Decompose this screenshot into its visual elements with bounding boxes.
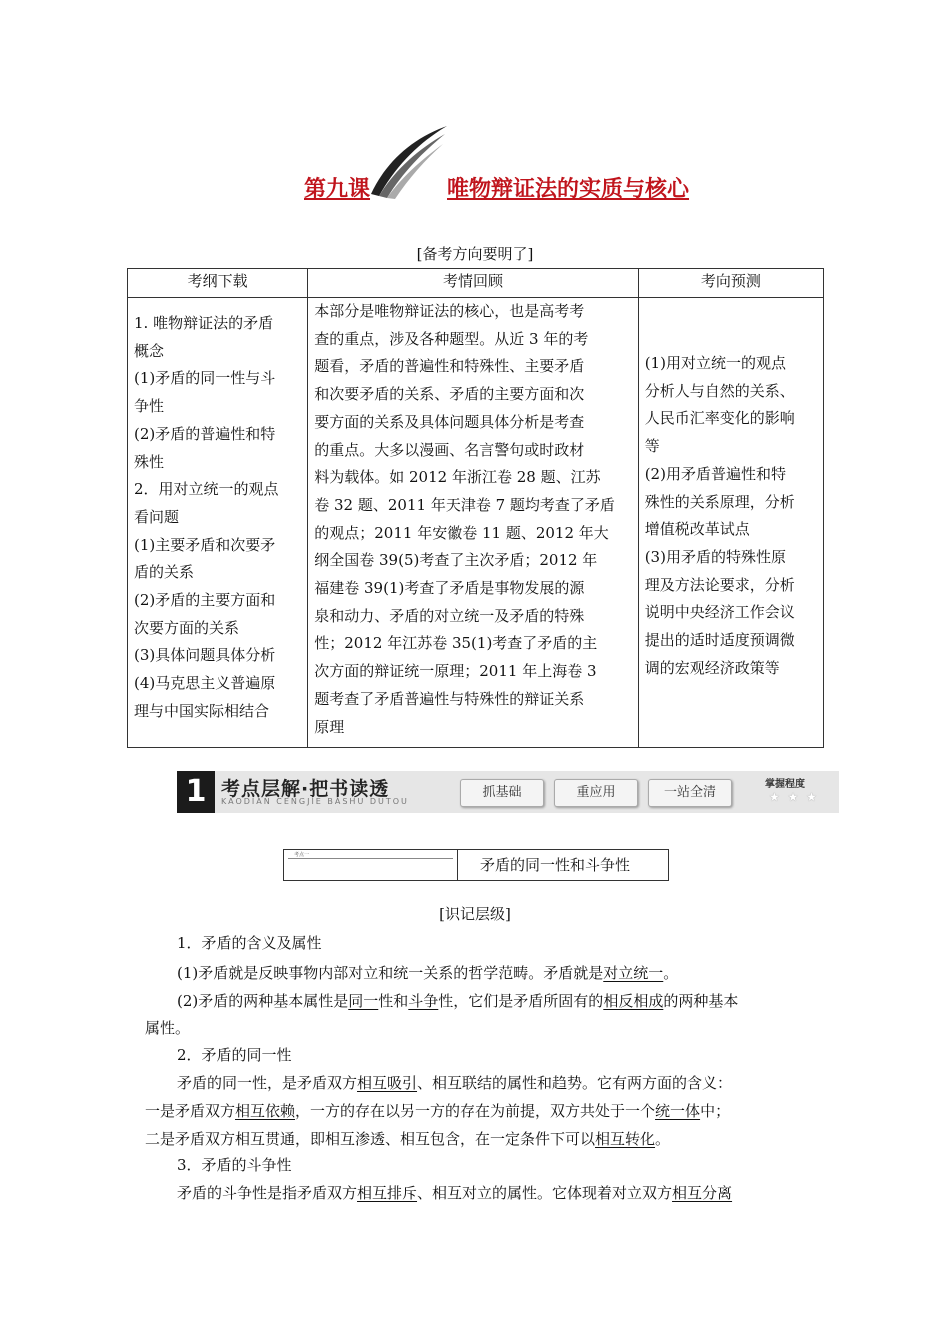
cell-line: 的观点；2011 年安徽卷 11 题、2012 年大 — [314, 523, 609, 542]
text: (2)矛盾的两种基本属性是 — [177, 992, 349, 1010]
paragraph-3 — [177, 1068, 732, 1098]
application-button[interactable]: 重应用 — [554, 779, 638, 807]
text: 、相互对立的属性。它体现着对立双方 — [417, 1184, 673, 1202]
cell-line: 题考查了矛盾普遍性与特殊性的辩证关系 — [314, 689, 585, 708]
lesson-title: 唯物辩证法的实质与核心 — [447, 176, 690, 202]
cell-line: 殊性的关系原理，分析 — [644, 492, 795, 511]
swoosh-decoration-icon — [365, 124, 451, 200]
text: 。 — [663, 964, 679, 982]
cell-line: 分析人与自然的关系、 — [644, 381, 795, 400]
answer-text: 对立统一 — [603, 964, 664, 982]
cell-line: 增值税改革试点 — [644, 520, 750, 539]
cell-line: (4)马克思主义普遍原 — [134, 674, 276, 693]
text: 的两种基本 — [663, 992, 739, 1010]
text: 性和 — [378, 992, 409, 1010]
level-heading: [识记层级] — [439, 905, 511, 923]
syllabus-cell — [128, 298, 308, 748]
cell-line: 盾的关系 — [134, 563, 195, 582]
cell-line: 理及方法论要求，分析 — [644, 575, 795, 594]
lesson-number: 第九课 — [304, 176, 371, 202]
review-cell — [308, 298, 638, 748]
heading-2: 2．矛盾的同一性 — [177, 1046, 292, 1064]
answer-text: 斗争 — [408, 992, 439, 1010]
text: 一是矛盾双方 — [145, 1102, 236, 1120]
all-clear-button[interactable]: 一站全清 — [648, 779, 732, 807]
cell-line: 人民币汇率变化的影响 — [644, 409, 795, 428]
text: 中； — [700, 1102, 731, 1120]
cell-line: (1)用对立统一的观点 — [644, 354, 786, 372]
cell-line: (3)具体问题具体分析 — [134, 646, 276, 665]
cell-line: 原理 — [314, 717, 345, 736]
answer-text: 相互排斥 — [357, 1184, 418, 1202]
cell-line: 本部分是唯物辩证法的核心，也是高考考 — [314, 302, 585, 320]
cell-line: 料为载体。如 2012 年浙江卷 28 题、江苏 — [314, 468, 601, 487]
topic-box — [283, 849, 669, 881]
cell-line: 提出的适时适度预调微 — [644, 631, 795, 650]
paragraph-1 — [148, 958, 678, 988]
text: 。 — [655, 1130, 671, 1148]
answer-text: 统一体 — [655, 1102, 701, 1120]
kaodian-banner — [177, 771, 839, 813]
cell-line: 和次要矛盾的关系、矛盾的主要方面和次 — [314, 385, 585, 404]
mastery-label: 掌握程度 — [765, 779, 805, 790]
cell-line: 理与中国实际相结合 — [134, 701, 270, 720]
cell-line: 2．用对立统一的观点 — [134, 480, 279, 499]
heading-3: 3．矛盾的斗争性 — [177, 1156, 292, 1174]
cell-line: 等 — [644, 437, 660, 456]
answer-text: 相反相成 — [603, 992, 664, 1010]
paragraph-4 — [145, 1096, 730, 1126]
answer-text: 相互转化 — [595, 1130, 656, 1148]
cell-line: 次要方面的关系 — [134, 618, 240, 637]
cell-line: 看问题 — [134, 507, 180, 526]
table-header: 考情回顾 — [308, 269, 638, 298]
answer-text: 相互分离 — [672, 1184, 733, 1202]
topic-title: 矛盾的同一性和斗争性 — [480, 856, 631, 874]
table-header: 考向预测 — [638, 269, 823, 298]
cell-line: 1. 唯物辩证法的矛盾 — [134, 314, 274, 332]
exam-direction-table — [127, 268, 824, 748]
text: 性，它们是矛盾所固有的 — [438, 992, 604, 1010]
basics-button[interactable]: 抓基础 — [460, 779, 544, 807]
cell-line: (1)矛盾的同一性与斗 — [134, 369, 276, 388]
topic-tag-text: 考点一 — [294, 852, 310, 858]
divider — [288, 858, 453, 859]
mastery-stars: ★ ★ ★ — [769, 790, 819, 804]
cell-line: (3)用矛盾的特殊性原 — [644, 547, 786, 566]
cell-line: 性；2012 年江苏卷 35(1)考查了矛盾的主 — [314, 634, 598, 653]
answer-text: 相互吸引 — [357, 1074, 418, 1092]
cell-line: 要方面的关系及具体问题具体分析是考查 — [314, 412, 585, 431]
cell-line: (2)用矛盾普遍性和特 — [644, 464, 786, 483]
cell-line: 纲全国卷 39(5)考查了主次矛盾；2012 年 — [314, 551, 598, 570]
cell-line: 争性 — [134, 397, 165, 416]
cell-line: 调的宏观经济政策等 — [644, 658, 780, 677]
cell-line: 次方面的辩证统一原理；2011 年上海卷 3 — [314, 662, 597, 681]
cell-line: 殊性 — [134, 452, 165, 471]
paragraph-2-cont: 属性。 — [145, 1019, 191, 1037]
cell-line: (2)矛盾的普遍性和特 — [134, 424, 276, 443]
banner-number: 1 — [177, 771, 215, 813]
paragraph-6 — [177, 1178, 732, 1208]
cell-line: 福建卷 39(1)考查了矛盾是事物发展的源 — [314, 579, 585, 598]
cell-line: 查的重点，涉及各种题型。从近 3 年的考 — [314, 329, 589, 348]
forecast-cell — [638, 298, 823, 748]
cell-line: 泉和动力、矛盾的对立统一及矛盾的特殊 — [314, 606, 585, 625]
banner-title: 考点层解·把书读透 — [221, 778, 390, 800]
text: ，一方的存在以另一方的存在为前提，双方共处于一个 — [295, 1102, 656, 1120]
cell-line: (1)主要矛盾和次要矛 — [134, 535, 276, 554]
banner-subtitle: KAODIAN CENGJIE BASHU DUTOU — [221, 797, 409, 806]
cell-line: 说明中央经济工作会议 — [644, 603, 795, 622]
text: 、相互联结的属性和趋势。它有两方面的含义： — [417, 1074, 733, 1092]
cell-line: 题看，矛盾的普遍性和特殊性、主要矛盾 — [314, 357, 585, 376]
text: 矛盾的斗争性是指矛盾双方 — [177, 1184, 358, 1202]
paragraph-2 — [148, 986, 738, 1016]
text: 矛盾的同一性，是矛盾双方 — [177, 1074, 358, 1092]
text: 二是矛盾双方相互贯通，即相互渗透、相互包含，在一定条件下可以 — [145, 1130, 596, 1148]
cell-line: 的重点。大多以漫画、名言警句或时政材 — [314, 440, 585, 459]
cell-line: (2)矛盾的主要方面和 — [134, 591, 276, 610]
answer-text: 同一 — [348, 992, 379, 1010]
cell-line: 概念 — [134, 341, 165, 360]
table-header: 考纲下载 — [128, 269, 308, 298]
topic-box-tag — [284, 850, 458, 880]
cell-line: 卷 32 题、2011 年天津卷 7 题均考查了矛盾 — [314, 495, 615, 514]
heading-1: 1．矛盾的含义及属性 — [177, 934, 322, 952]
answer-text: 相互依赖 — [235, 1102, 296, 1120]
text: (1)矛盾就是反映事物内部对立和统一关系的哲学范畴。矛盾就是 — [177, 964, 604, 982]
section-heading: [备考方向要明了] — [416, 245, 534, 263]
